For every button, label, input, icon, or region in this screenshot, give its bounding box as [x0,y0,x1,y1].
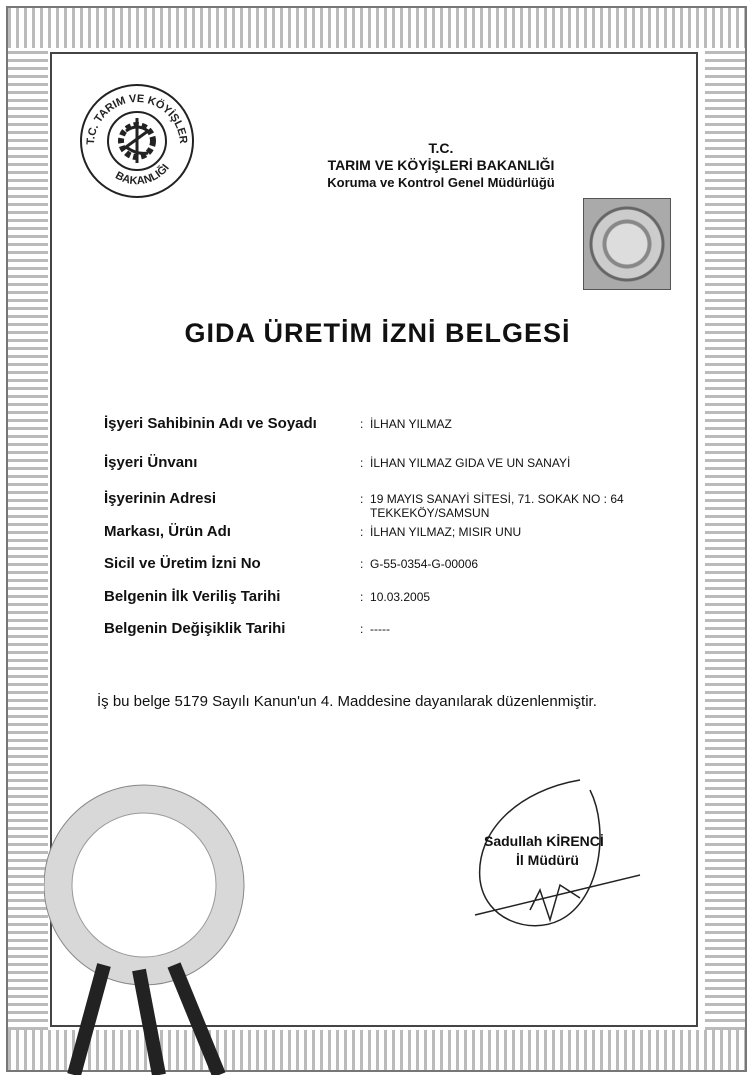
field-value: : 10.03.2005 [360,590,431,604]
field-label: Markası, Ürün Adı [104,523,231,540]
seal-text-bottom: BAKANLIĞI [113,162,172,188]
field-label: İşyeri Ünvanı [104,454,198,471]
field-label: Sicil ve Üretim İzni No [104,555,261,572]
field-value: : İLHAN YILMAZ; MISIR UNU [360,525,522,539]
seal-text-top: T.C. TARIM VE KÖYİŞLER [84,92,190,146]
signer-title: İl Müdürü [516,852,579,868]
field-row [104,555,704,577]
header-directorate: Koruma ve Kontrol Genel Müdürlüğü [327,175,555,190]
svg-text:T.C. TARIM VE KÖYİŞLERİ [76,83,189,145]
legal-statement: İş bu belge 5179 Sayılı Kanun'un 4. Maddesine dayanılarak düzenlenmiştir. [97,693,597,710]
field-row [104,523,704,545]
field-value: : İLHAN YILMAZ GIDA VE UN SANAYİ [360,456,571,470]
field-value: : G-55-0354-G-00006 [360,557,479,571]
rosette-ribbon [44,775,274,1075]
field-row [104,620,704,642]
field-row [104,588,704,610]
field-value: : ----- [360,622,390,636]
field-label: Belgenin Değişiklik Tarihi [104,620,286,637]
certificate-title: GIDA ÜRETİM İZNİ BELGESİ [184,318,571,348]
field-value: : 19 MAYIS SANAYİ SİTESİ, 71. SOKAK NO : 64 [360,492,624,506]
hologram-sticker [583,198,671,290]
field-row [104,454,704,476]
field-row [104,415,704,437]
ministry-seal [76,83,198,199]
header-ministry: TARIM VE KÖYİŞLERİ BAKANLIĞI [327,157,555,173]
field-label: Belgenin İlk Veriliş Tarihi [104,588,281,605]
field-row [104,490,704,520]
signer-name: Sadullah KİRENCİ [484,833,604,849]
header-tc: T.C. [428,140,454,156]
field-label: İşyerinin Adresi [104,490,216,507]
field-value: : İLHAN YILMAZ [360,417,452,431]
field-label: İşyeri Sahibinin Adı ve Soyadı [104,415,317,432]
field-value-line2: TEKKEKÖY/SAMSUN [370,506,490,520]
